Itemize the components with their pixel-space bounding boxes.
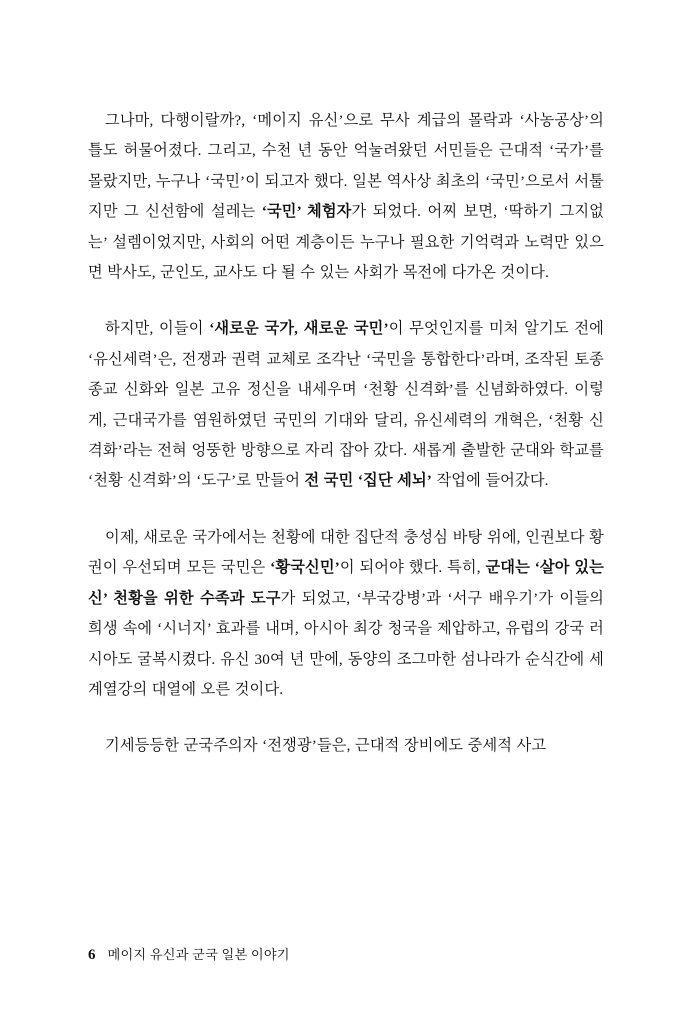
page-body [88, 106, 604, 762]
page-footer [88, 944, 604, 964]
paragraph-1: 그나마, 다행이랄까?, ‘메이지 유신’으로 무사 계급의 몰락과 ‘사농공상’의 틀도 허물어졌다. 그리고, 수천 년 동안 억눌려왔던 서민들은 근대적 ‘국가’를 몰랐지만, 누구나 ‘국민’이 되고자 했다. 일본 역사상 최초의 ‘국민’으로서 서툴지만 그 신선함에 설레는 ‘국민’ 체험자가 되었다. 어찌 보면, ‘딱하기 그지없는’ 설렘이었지만, 사회의 어떤 계층이든 누구나 필요한 기억력과 노력만 있으면 박사도, 군인도, 교사도 다 될 수 있는 사회가 목전에 다가온 것이다. [88, 112, 605, 282]
page-number: 6 [88, 947, 96, 963]
paragraph-3: 이제, 새로운 국가에서는 천황에 대한 집단적 충성심 바탕 위에, 인권보다 황권이 우선되며 모든 국민은 ‘황국신민’이 되어야 했다. 특히, 군대는 ‘살아 있는 신’ 천황을 위한 수족과 도구가 되었고, ‘부국강병’과 ‘서구 배우기’가 이들의 희생 속에 ‘시너지’ 효과를 내며, 아시아 최강 청국을 제압하고, 유럽의 강국 러시아도 굴복시켰다. 유신 30여 년 만에, 동양의 조그마한 섬나라가 순식간에 세계열강의 대열에 오른 것이다. [88, 528, 604, 698]
paragraph-2: 하지만, 이들이 ‘새로운 국가, 새로운 국민’이 무엇인지를 미처 알기도 전에 ‘유신세력’은, 전쟁과 권력 교체로 조각난 ‘국민을 통합한다’라며, 조작된 토종 종교 신화와 일본 고유 정신을 내세우며 ‘천황 신격화’를 신념화하였다. 이렇게, 근대국가를 염원하였던 국민의 기대와 달리, 유신세력의 개혁은, ‘천황 신격화’라는 전혀 엉뚱한 방향으로 자리 잡아 갔다. 새롭게 출발한 군대와 학교를 ‘천황 신격화’의 ‘도구’로 만들어 전 국민 ‘집단 세뇌’ 작업에 들어갔다. [88, 320, 604, 490]
paragraph-4: 기세등등한 군국주의자 ‘전쟁광’들은, 근대적 장비에도 중세적 사고 [105, 737, 547, 755]
running-head: 메이지 유신과 군국 일본 이야기 [107, 947, 290, 962]
